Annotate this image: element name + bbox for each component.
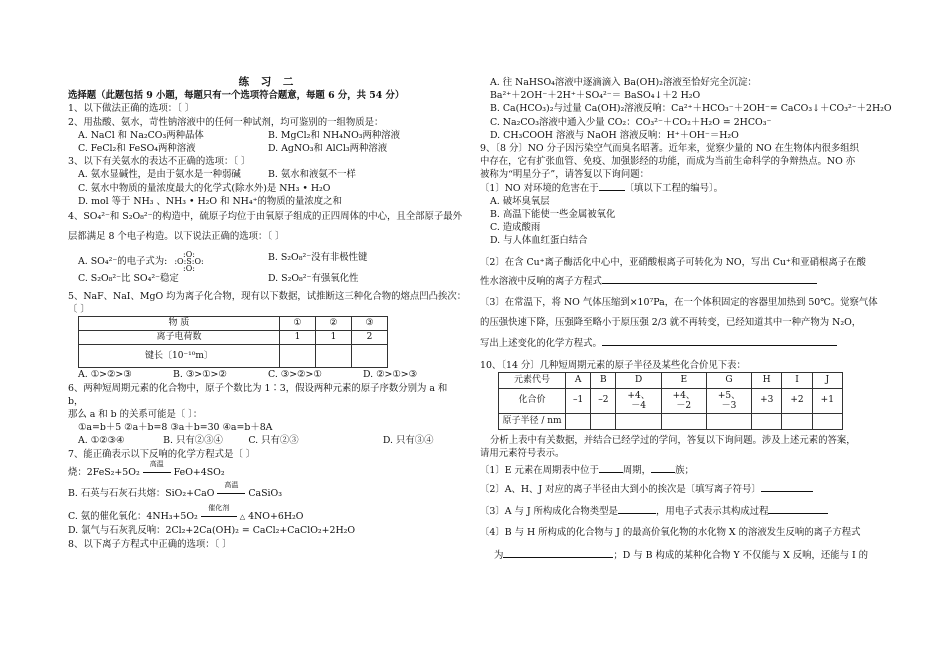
struct-top: :O: (183, 250, 195, 260)
answer-blank[interactable] (602, 345, 837, 346)
question-2-options-ab (68, 129, 468, 142)
table-row (499, 413, 843, 429)
table-cell: 原子半径 / nm (499, 413, 566, 429)
option-7a-right: FeO+4SO₂ (173, 466, 225, 478)
question-2: 2、用盐酸、氨水，苛性钠溶液中的任何一种试剂，均可鉴别的一组物质是： (68, 116, 384, 128)
question-4-line2: 层都满足 8 个电子构造。以下说法正确的选项：〔 〕 (68, 231, 285, 243)
struct-mid: :O:S:O: (174, 257, 204, 267)
question-10-intro: 分析上表中有关数据，并结合已经学过的学问，答复以下询问题。涉及上述元素的答案， (490, 434, 856, 446)
table-cell: +1 (812, 388, 842, 413)
table-cell: –1 (566, 388, 591, 413)
table-cell (616, 413, 661, 429)
question-6-choices: ①a=b＋5 ②a＋b=8 ③a＋b=30 ④a=b＋8A (78, 422, 273, 434)
table-cell: D (616, 372, 661, 388)
option-2b: B. MgCl₂和 NH₄NO₃两种溶液 (268, 129, 401, 141)
condition-label: 高温 (224, 481, 239, 490)
question-10-3-text: 〔3〕A 与 J 所构成化合物类型是 (480, 505, 618, 517)
option-5a: A. ①>②>③ (78, 369, 132, 381)
question-9-1-note: 〔填以下工程的编号〕。 (624, 182, 724, 194)
table-cell: –2 (591, 388, 616, 413)
question-4-line1: 4、SO₄²⁻和 S₂O₈²⁻的构造中，硫原子均位于由氧原子组成的正四周体的中心，且全部原子最外 (68, 211, 462, 223)
question-9-3-text: 写出上述变化的化学方程式。 (480, 338, 602, 350)
option-6b: B. 只有②③④ (163, 435, 223, 447)
table-cell: +3 (752, 388, 782, 413)
question-10-1-text: 〔1〕E 元素在周期表中位于 (480, 465, 599, 477)
option-4c: C. S₂O₈²⁻比 SO₄²⁻稳定 (78, 273, 179, 285)
question-6-line3: 那么 a 和 b 的关系可能是〔 〕： (68, 409, 203, 421)
answer-blank[interactable] (599, 190, 625, 191)
question-2-options-cd (68, 142, 468, 155)
condition-arrow (143, 459, 171, 479)
question-5: 5、NaF、NaI、MgO 均为离子化合物，现有以下数据，试推断这三种化合物的熔点凹凸挨次： (68, 290, 467, 302)
table-cell: J (812, 372, 842, 388)
answer-blank[interactable] (768, 513, 828, 514)
table-cell: B (591, 372, 616, 388)
table-cell (351, 345, 387, 368)
question-10-4-prefix: 为 (494, 550, 504, 562)
question-10-4-line1: 〔4〕B 与 H 所构成的化合物与 J 的最高价氧化物的水化物 X 的溶液发生反响的离子方程式 (480, 526, 861, 538)
option-3a: A. 氨水显碱性，是由于氨水是一种弱碱 (78, 169, 241, 181)
table-cell: 键长〔10⁻¹⁰m〕 (79, 345, 280, 368)
question-10-3 (480, 505, 880, 518)
table-cell (591, 413, 616, 429)
option-7d: D. 氯气与石灰乳反响：2Cl₂+2Ca(OH)₂ = CaCl₂+CaClO₂+2H₂O (68, 525, 356, 537)
answer-blank[interactable] (651, 472, 675, 473)
question-9-2-line1: 〔2〕在含 Cu⁺离子酶活化中心中，亚硝酸根离子可转化为 NO，写出 Cu⁺和亚硝根离子在酸 (480, 256, 866, 268)
table-cell (661, 413, 706, 429)
option-3b: B. 氨水和液氨不一样 (268, 169, 356, 181)
question-10-1 (480, 464, 880, 477)
question-9-line3: 被称为“明星分子”，请答复以下询问题： (480, 169, 649, 181)
option-8c: C. Na₂CO₃溶液中通入少量 CO₂：CO₃²⁻＋CO₂＋H₂O = 2HCO₃⁻ (490, 116, 772, 128)
question-9-3-line1: 〔3〕在常温下，将 NO 气体压缩到×10⁷Pa，在一个体积固定的容器里加热到 50℃。觉察气体 (480, 297, 878, 309)
option-6c: C. 只有②③ (248, 435, 299, 447)
table-cell: 元素代号 (499, 372, 566, 388)
table-cell: +4、 －2 (661, 388, 706, 413)
option-8d: D. CH₃COOH 溶液与 NaOH 溶液反响：H⁺＋OH⁻＝H₂O (490, 129, 739, 141)
table-row (79, 317, 388, 331)
condition-arrow (217, 481, 245, 500)
option-5b: B. ③>①>② (173, 369, 227, 381)
option-8a-equation: Ba²⁺＋2OH⁻＋2H⁺＋SO₄²⁻＝ BaSO₄↓＋2 H₂O (490, 90, 701, 102)
question-6-line1: 6、两种短周期元素的化合物中，原子个数比为 1∶3，假设两种元素的原子序数分别为 a 和 (68, 382, 448, 394)
option-5d: D. ②>①>③ (363, 369, 418, 381)
question-1: 1、以下做法正确的选项：〔 〕 (68, 103, 195, 115)
left-column (68, 76, 468, 551)
table-cell (566, 413, 591, 429)
option-3d: D. mol 等于 NH₃ 、NH₃ • H₂O 和 NH₄⁺的物质的量浓度之和 (78, 195, 342, 207)
table-cell: 1 (279, 331, 315, 345)
table-cell: +5、 －3 (706, 388, 751, 413)
option-6a: A. ①②③④ (78, 435, 125, 447)
option-7a (68, 459, 468, 479)
table-row (499, 372, 843, 388)
question-10-1-group: 族； (675, 465, 694, 477)
table-cell: ① (279, 317, 315, 331)
question-10-4-line2 (480, 549, 880, 562)
question-10-2 (480, 483, 880, 496)
question-8: 8、以下离子方程式中正确的选项：〔 〕 (68, 538, 232, 550)
question-5-bracket: 〔 〕 (68, 303, 90, 315)
question-10-2-text: 〔2〕A、H、J 对应的离子半径由大到小的挨次是〔填写离子符号〕 (480, 484, 761, 496)
question-4-options-cd (68, 272, 468, 285)
option-7c-left: C. 氨的催化氧化：4NH₃+5O₂ (68, 511, 198, 523)
option-2a: A. NaCl 和 Na₂CO₃两种晶体 (78, 129, 204, 141)
table-cell: 化合价 (499, 388, 566, 413)
question-6-line2: b， (68, 395, 84, 407)
question-10-4-text: ；D 与 B 构成的某种化合物 Y 不仅能与 X 反响，还能与 I 的 (613, 550, 869, 562)
option-4d: D. S₂O₈²⁻有强氧化性 (268, 273, 359, 285)
ion-data-table (78, 316, 388, 368)
page-title: 练 习 二 (238, 76, 298, 88)
question-9-2-line2 (480, 275, 880, 288)
table-cell: I (782, 372, 812, 388)
answer-blank[interactable] (761, 491, 813, 492)
question-10: 10、〔14 分〕几种短周期元素的原子半径及某些化合价见下表： (480, 359, 746, 371)
question-10-intro-2: 请用元素符号表示。 (480, 448, 565, 460)
question-6-answers (68, 434, 468, 447)
option-8a: A. 往 NaHSO₄溶液中逐滴滴入 Ba(OH)₂溶液至恰好完全沉淀： (490, 77, 757, 88)
option-5c: C. ③>②>① (268, 369, 322, 381)
option-3c: C. 氨水中物质的量浓度最大的化学式(除水外)是 NH₃ • H₂O (78, 182, 331, 194)
right-column (480, 76, 892, 562)
option-7b (68, 481, 468, 500)
table-cell: 离子电荷数 (79, 331, 280, 345)
table-cell: A (566, 372, 591, 388)
option-9b: B. 高温下能使一些金属被氧化 (490, 209, 616, 221)
element-data-table (498, 372, 843, 430)
condition-arrow (201, 504, 237, 523)
table-cell: E (661, 372, 706, 388)
option-2d: D. AgNO₃和 AlCl₃两种溶液 (268, 143, 388, 155)
table-cell: H (752, 372, 782, 388)
question-3-options-ab (68, 168, 468, 181)
answer-blank[interactable] (618, 513, 656, 514)
table-cell: ② (315, 317, 351, 331)
question-9-2-text: 性水溶液中反响的离子方程式 (480, 275, 602, 287)
table-cell: 2 (351, 331, 387, 345)
table-cell (782, 413, 812, 429)
table-cell: 物 质 (79, 317, 280, 331)
table-cell (315, 345, 351, 368)
struct-bottom: :O: (183, 264, 195, 274)
answer-blank[interactable] (599, 472, 623, 473)
condition-label: 催化剂 (208, 504, 230, 513)
option-4a-text: A. SO₄²⁻的电子式为: (78, 256, 168, 268)
question-9-1-text: 〔1〕NO 对环境的危害在于 (480, 182, 599, 194)
table-cell: +4、 －4 (616, 388, 661, 413)
table-cell: 1 (315, 331, 351, 345)
table-cell (812, 413, 842, 429)
option-9a: A. 破坏臭氧层 (490, 195, 550, 207)
option-6d: D. 只有③④ (382, 435, 434, 447)
question-9-3-line3 (480, 337, 880, 350)
option-7c-right: 4NO+6H₂O (248, 511, 304, 523)
question-3: 3、以下有关氨水的表达不正确的选项：〔 〕 (68, 156, 251, 168)
condition-label: 高温 (149, 459, 164, 468)
section-header: 选择题（此题包括 9 小题，每题只有一个选项符合题意，每题 6 分，共 54 分） (68, 90, 405, 102)
question-7: 7、能正确表示以下反响的化学方程式是〔 〕 (68, 448, 256, 460)
table-row (499, 388, 843, 413)
option-4a (78, 251, 268, 272)
question-9-3-line2: 的压强快速下降，压强降至略小于原压强 2/3 就不再转变，已经知道其中一种产物为 N₂O， (480, 317, 862, 329)
option-2c: C. FeCl₂和 FeSO₄两种溶液 (78, 143, 196, 155)
option-9d: D. 与人体血红蛋白结合 (490, 235, 588, 247)
option-4b: B. S₂O₈²⁻没有非极性键 (268, 252, 368, 264)
table-row (79, 331, 388, 345)
question-9-1 (480, 182, 880, 195)
table-cell: ③ (351, 317, 387, 331)
question-10-1-period: 周期， (622, 465, 652, 477)
table-row (79, 345, 388, 368)
sulfate-electron-structure (174, 251, 203, 272)
question-10-3-text-2: ，用电子式表示其构成过程 (655, 505, 769, 517)
question-4-options-ab (68, 251, 468, 272)
option-7c (68, 504, 468, 524)
option-9c: C. 造成酸雨 (490, 222, 541, 234)
table-cell (752, 413, 782, 429)
answer-blank[interactable] (503, 557, 613, 558)
question-9-line2: 中存在，它有扩张血管、免疫、加强影经的功能，而成为当前生命科学的争辩热点。NO 亦 (480, 156, 856, 168)
option-7b-right: CaSiO₃ (248, 488, 283, 500)
question-5-answers (68, 368, 468, 381)
table-cell: +2 (782, 388, 812, 413)
option-8b: B. Ca(HCO₃)₂与过量 Ca(OH)₂溶液反响：Ca²⁺＋HCO₃⁻＋2OH⁻= CaCO₃↓＋CO₃²⁻＋2H₂O (490, 103, 892, 115)
table-cell (706, 413, 751, 429)
option-7b-left: B. 石英与石灰石共熔：SiO₂+CaO (68, 488, 215, 500)
heat-symbol: △ (239, 513, 246, 522)
option-7a-left: 烧：2FeS₂+5O₂ (68, 466, 140, 478)
table-cell (279, 345, 315, 368)
answer-blank[interactable] (602, 283, 817, 284)
table-cell: G (706, 372, 751, 388)
question-9-line1: 9、〔8 分〕NO 分子因污染空气而臭名昭著。近年来，觉察少量的 NO 在生物体内很多组织 (480, 143, 860, 155)
